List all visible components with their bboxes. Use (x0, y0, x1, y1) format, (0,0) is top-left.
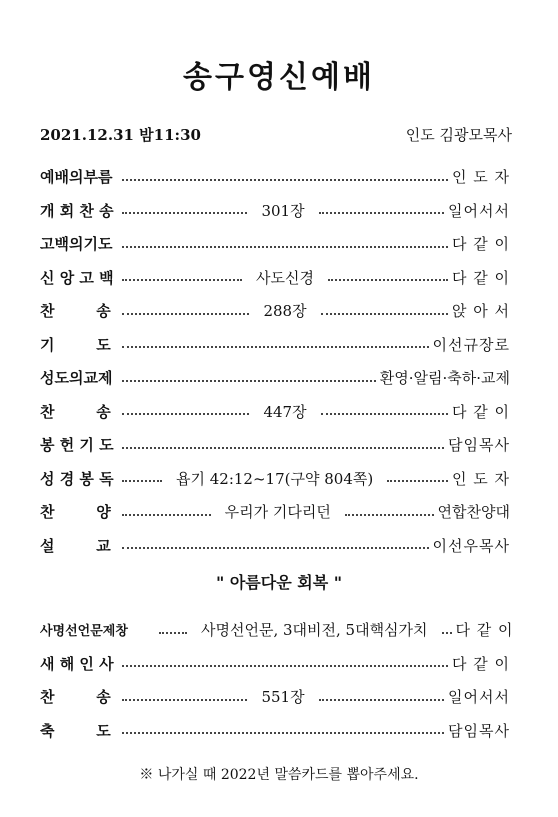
order-item (40, 294, 510, 328)
dot-leader (122, 380, 376, 382)
dot-leader (122, 246, 448, 248)
item-label: 봉 헌 기 도 (40, 436, 114, 455)
item-person: 인 도 자 (451, 469, 510, 488)
service-date: 2021.12.31 밤11:30 (40, 126, 201, 144)
dot-leader (345, 514, 434, 516)
item-label: 축 도 (40, 721, 111, 740)
item-detail: 551장 (261, 688, 305, 707)
item-person: 일어서서 (448, 688, 510, 707)
page-title: 송구영신예배 (183, 60, 375, 95)
order-item (40, 395, 510, 429)
item-person: 다 같 이 (451, 654, 510, 673)
order-of-worship (40, 160, 510, 562)
order-item (40, 680, 510, 714)
order-item (40, 714, 510, 748)
item-label: 기 도 (40, 335, 111, 354)
order-item (40, 529, 510, 563)
item-person: 연합찬양대 (437, 503, 510, 522)
dot-leader (321, 413, 448, 415)
dot-leader (122, 665, 448, 667)
item-detail: 447장 (263, 402, 307, 421)
dot-leader (122, 212, 247, 214)
order-item (40, 462, 510, 496)
order-item (40, 227, 510, 261)
item-person: 다 같 이 (452, 268, 511, 287)
dot-leader (122, 480, 162, 482)
dot-leader (319, 212, 444, 214)
item-person: 이선우목사 (432, 536, 510, 555)
dot-leader (442, 632, 452, 634)
dot-leader (122, 313, 249, 315)
order-item (40, 160, 510, 194)
sermon-title: " 아름다운 회복 " (215, 573, 343, 592)
order-item (40, 361, 510, 395)
item-label: 사명선언문제창 (40, 624, 128, 640)
dot-leader (387, 480, 448, 482)
item-person: 이선규장로 (432, 335, 510, 354)
item-detail: 우리가 기다리던 (224, 503, 331, 522)
order-item (40, 647, 510, 681)
dot-leader (122, 346, 429, 348)
dot-leader (328, 279, 448, 281)
order-item (40, 428, 510, 462)
item-person: 다 같 이 (455, 621, 514, 640)
item-label: 찬 송 (40, 302, 111, 321)
service-info (40, 124, 512, 144)
item-label: 찬 송 (40, 688, 111, 707)
service-leader: 인도 김광모목사 (405, 126, 512, 144)
item-label: 고백의기도 (40, 235, 113, 254)
item-person: 인 도 자 (451, 168, 510, 187)
item-person: 환영·알림·축하·교제 (379, 369, 510, 388)
item-person: 앉 아 서 (452, 302, 511, 321)
item-detail: 사명선언문, 3대비전, 5대핵심가치 (201, 621, 428, 640)
item-label: 신 앙 고 백 (40, 268, 114, 287)
order-item (40, 261, 510, 295)
dot-leader (122, 179, 448, 181)
order-item (40, 613, 514, 647)
item-label: 새 해 인 사 (40, 654, 114, 673)
order-item (40, 495, 510, 529)
order-item (40, 194, 510, 228)
item-label: 찬 양 (40, 503, 111, 522)
item-detail: 288장 (263, 302, 307, 321)
item-label: 성 경 봉 독 (40, 469, 114, 488)
dot-leader (122, 699, 247, 701)
order-item (40, 328, 510, 362)
dot-leader (122, 279, 242, 281)
item-detail: 욥기 42:12~17(구약 804쪽) (176, 469, 374, 488)
item-label: 개 회 찬 송 (40, 201, 114, 220)
dot-leader (159, 632, 187, 634)
item-label: 찬 송 (40, 402, 111, 421)
dot-leader (122, 732, 444, 734)
item-label: 설 교 (40, 536, 111, 555)
item-person: 일어서서 (448, 201, 510, 220)
item-person: 다 같 이 (451, 235, 510, 254)
dot-leader (122, 514, 211, 516)
footer-note: ※ 나가실 때 2022년 말씀카드를 뽑아주세요. (139, 767, 419, 783)
dot-leader (122, 413, 249, 415)
item-detail: 301장 (261, 201, 305, 220)
item-label: 성도의교제 (40, 369, 113, 388)
dot-leader (122, 447, 444, 449)
item-detail: 사도신경 (256, 268, 314, 287)
item-label: 예배의부름 (40, 168, 113, 187)
order-of-worship-continued (40, 613, 514, 747)
dot-leader (319, 699, 444, 701)
item-person: 담임목사 (448, 721, 510, 740)
item-person: 담임목사 (448, 436, 510, 455)
dot-leader (321, 313, 448, 315)
dot-leader (122, 547, 429, 549)
item-person: 다 같 이 (452, 402, 511, 421)
